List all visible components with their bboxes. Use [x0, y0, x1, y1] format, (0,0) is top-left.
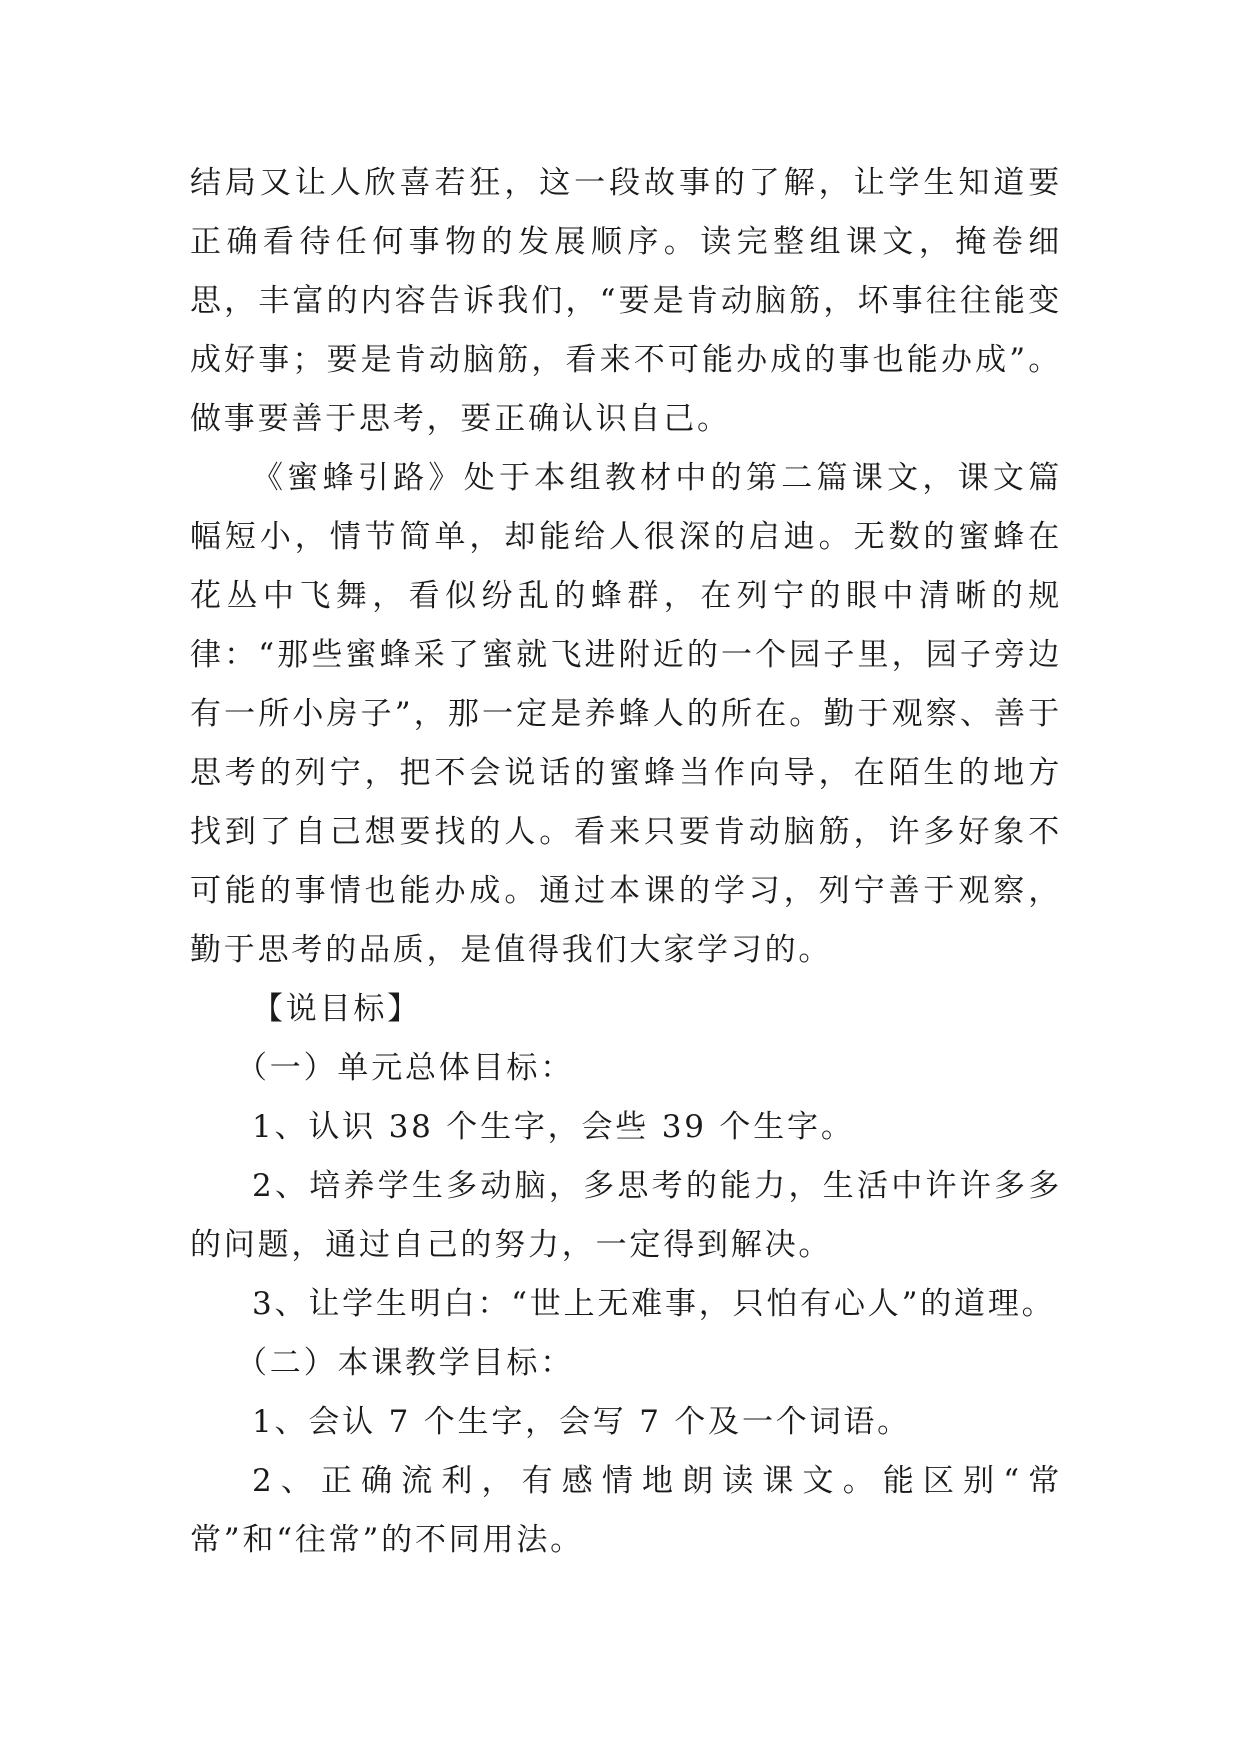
- lesson-goals-heading: （二）本课教学目标：: [236, 1345, 574, 1381]
- unit-goal-item: 1、认识 38 个生字，会些 39 个生字。: [252, 1109, 855, 1145]
- section-heading-goals: 【说目标】: [252, 991, 421, 1027]
- unit-goals-heading: （一）单元总体目标：: [236, 1050, 574, 1086]
- lesson-goal-item: 2、正确流利，有感情地朗读课文。能区别“常常”和“往常”的不同用法。: [190, 1463, 1062, 1558]
- unit-goal-item: 3、让学生明白：“世上无难事，只怕有心人”的道理。: [252, 1286, 1056, 1322]
- paragraph-lesson-intro: 《蜜蜂引路》处于本组教材中的第二篇课文，课文篇幅短小，情节简单，却能给人很深的启迪。无数的蜜蜂在花丛中飞舞，看似纷乱的蜂群，在列宁的眼中清晰的规律：“那些蜜蜂采了蜜就飞进附近的一个园子里，园子旁边有一所小房子”，那一定是养蜂人的所在。勤于观察、善于思考的列宁，把不会说话的蜜蜂当作向导，在陌生的地方找到了自己想要找的人。看来只要肯动脑筋，许多好象不可能的事情也能办成。通过本课的学习，列宁善于观察，勤于思考的品质，是值得我们大家学习的。: [190, 460, 1062, 968]
- unit-goal-item: 2、培养学生多动脑，多思考的能力，生活中许许多多的问题，通过自己的努力，一定得到解决。: [190, 1168, 1062, 1263]
- lesson-goal-item: 1、会认 7 个生字，会写 7 个及一个词语。: [252, 1404, 911, 1440]
- paragraph-continuation: 结局又让人欣喜若狂，这一段故事的了解，让学生知道要正确看待任何事物的发展顺序。读完整组课文，掩卷细思，丰富的内容告诉我们，“要是肯动脑筋，坏事往往能变成好事；要是肯动脑筋，看来不可能办成的事也能办成”。做事要善于思考，要正确认识自己。: [190, 165, 1062, 437]
- document-body: [190, 154, 1062, 1570]
